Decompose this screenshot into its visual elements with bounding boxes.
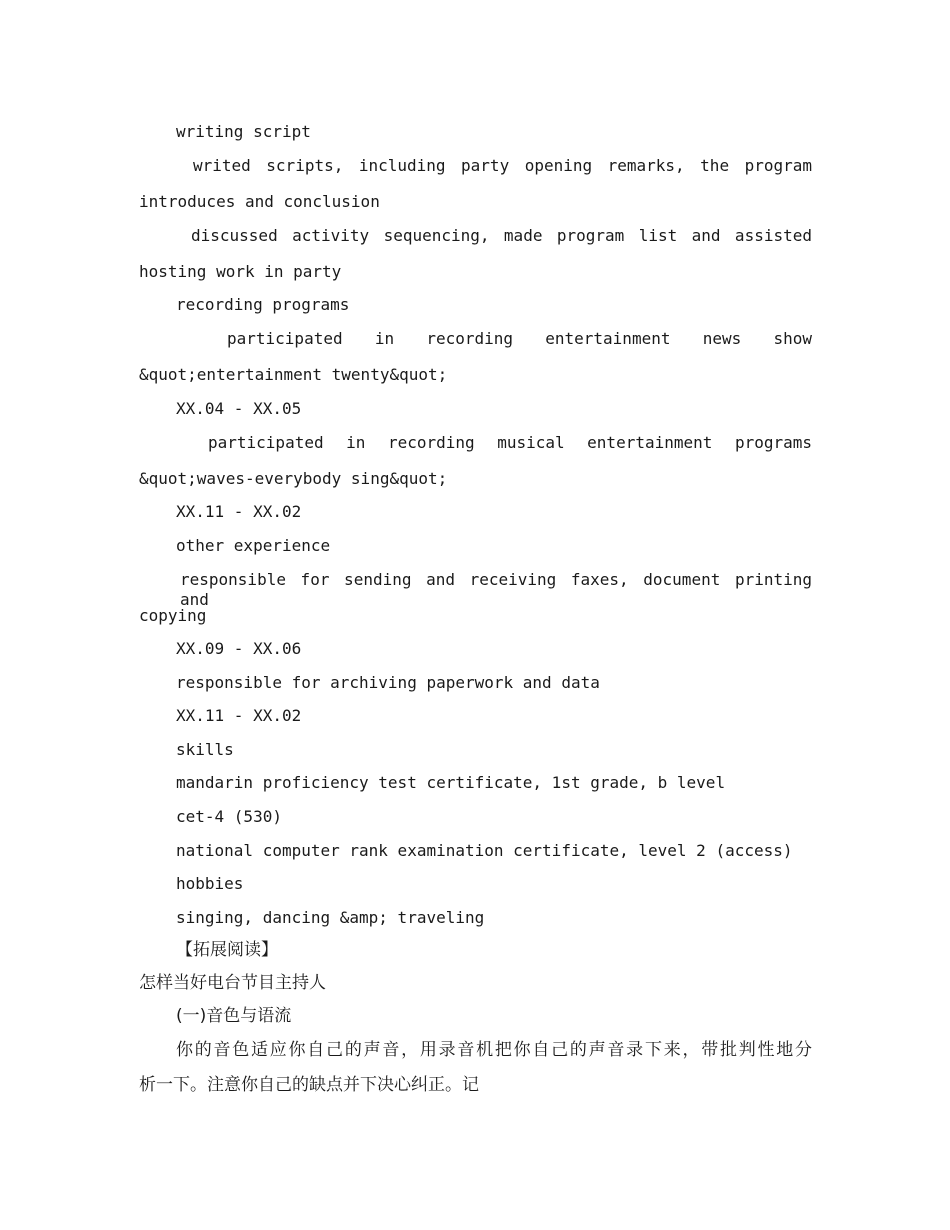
date-range: XX.04 - XX.05 <box>176 399 302 418</box>
article-subheading: (一)音色与语流 <box>176 1006 292 1026</box>
date-range: XX.11 - XX.02 <box>176 502 302 521</box>
article-paragraph-line: 你的音色适应你自己的声音，用录音机把你自己的声音录下来，带批判性地分 <box>176 1040 812 1060</box>
section-heading-skills: skills <box>176 740 234 759</box>
paragraph-line: participated in recording entertainment news show <box>227 329 812 348</box>
section-heading-other-experience: other experience <box>176 536 331 555</box>
paragraph-line: responsible for sending and receiving faxes, document printing and <box>180 570 812 609</box>
section-heading-recording-programs: recording programs <box>176 295 350 314</box>
paragraph-line: participated in recording musical entertainment programs <box>208 433 812 452</box>
skill-item: mandarin proficiency test certificate, 1st grade, b level <box>176 773 726 792</box>
article-paragraph-line: 析一下。注意你自己的缺点并下决心纠正。记 <box>139 1075 479 1095</box>
skill-item: cet-4 (530) <box>176 807 282 826</box>
date-range: XX.09 - XX.06 <box>176 639 302 658</box>
paragraph-line: &quot;entertainment twenty&quot; <box>139 365 448 384</box>
paragraph-line: introduces and conclusion <box>139 192 380 211</box>
section-heading-hobbies: hobbies <box>176 874 244 893</box>
paragraph-line: hosting work in party <box>139 262 342 281</box>
extended-reading-heading: 【拓展阅读】 <box>176 940 278 960</box>
paragraph-line: responsible for archiving paperwork and data <box>176 673 600 692</box>
paragraph-line: discussed activity sequencing, made program list and assisted <box>191 226 812 245</box>
paragraph-line: &quot;waves-everybody sing&quot; <box>139 469 448 488</box>
hobby-item: singing, dancing &amp; traveling <box>176 908 485 927</box>
section-heading-writing-script: writing script <box>176 122 311 141</box>
article-title: 怎样当好电台节目主持人 <box>139 973 326 993</box>
paragraph-line: writed scripts, including party opening remarks, the program <box>193 156 812 175</box>
paragraph-line: copying <box>139 606 207 625</box>
date-range: XX.11 - XX.02 <box>176 706 302 725</box>
skill-item: national computer rank examination certificate, level 2 (access) <box>176 841 793 860</box>
